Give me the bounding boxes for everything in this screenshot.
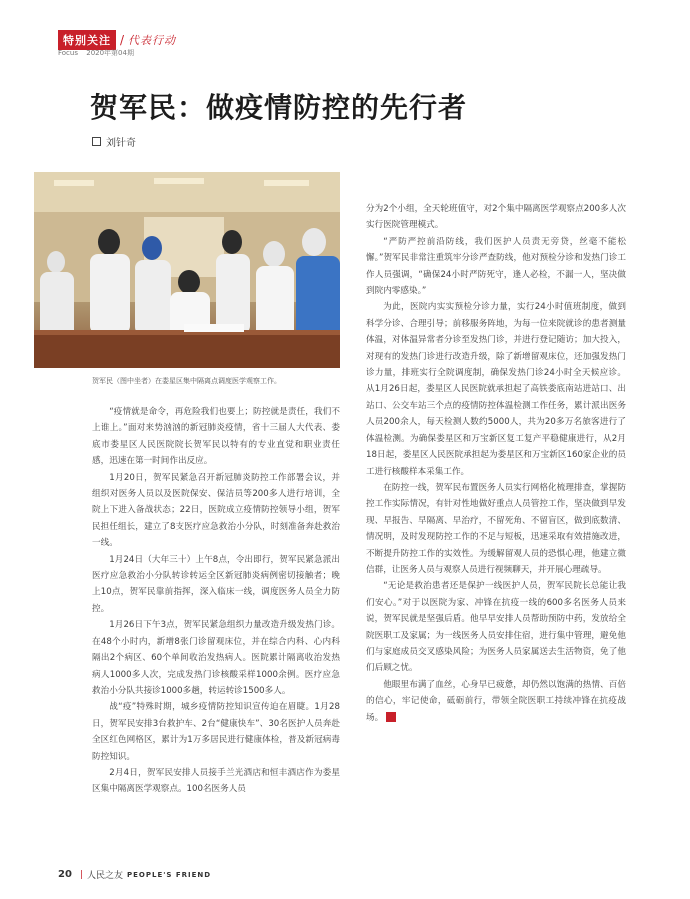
article-title: 贺军民：做疫情防控的先行者 [90,91,468,124]
photo-caption: 贺军民（图中坐者）在娄星区集中隔离点调度医学观察工作。 [92,377,281,385]
page-number: 20 [58,869,72,880]
paragraph: 1月26日下午3点，贺军民紧急组织力量改造升级发热门诊。在48个小时内，新增8张门诊留观床位，并在综合内科、心内科隔出2个病区、60个单间收治发热病人。医院累计隔离收治发热病人1000多人次，完成发热门诊核酸采样1000余例。医疗应急救治小分队共接诊1000多趟，转运转诊1500多人。 [92,620,340,696]
paragraph-final [366,677,626,726]
section-separator: / [120,33,125,47]
paragraph: 为此，医院内实实预检分诊力量，实行24小时值班制度，做到科学分诊、合理引导；前移服务阵地，为每一位来院就诊的患者测量体温，对体温异常者分诊至发热门诊，并进行登记随访；加大投入，对现有的发热门诊进行改造升级，除了新增留观床位，还加强发热门诊力量，排班实行全院调度制，确保发热门诊24小时全天候应诊。从1月26日起，娄星区人民医院就承担起了高铁娄底南站进站口、出站口、公交车站三个点的疫情防控体温检测工作任务，累计派出医务人员200余人，每天检测人数约5000人，共为20多万名旅客进行了体温检测。为确保娄星区和万宝新区复工复产平稳健康进行，从2月18日起，娄星区人民医院承担起为娄星区和万宝新区160家企业的员工进行核酸样本采集工作。 [366,302,626,477]
right-column [366,201,626,726]
page-footer [58,868,211,881]
footer-separator: | [79,869,83,880]
magazine-name-en: PEOPLE'S FRIEND [126,870,212,879]
left-column [92,404,340,798]
byline [92,134,136,149]
magazine-name: 人民之友 [86,871,123,881]
author-name: 刘针奇 [106,138,136,149]
photo-illustration [34,172,340,368]
paragraph: “无论是救治患者还是保护一线医护人员，贺军民院长总能让我们安心。”对于以医院为家、冲锋在抗疫一线的600多名医务人员来说，贺军民就是坚强后盾。他早早安排人员帮助预防中药，发放给全院医职工及家属；为一线医务人员安排住宿，进行集中管理，避免他们与家庭成员交叉感染风险；为医务人员家属送去生活物资，免了他们后顾之忧。 [366,581,626,674]
focus-label: Focus [58,49,78,57]
paragraph: 1月20日，贺军民紧急召开新冠肺炎防控工作部署会议，并组织对医务人员以及医院保安、保洁员等200多人进行培训，全院上下进入备战状态；22日，医院成立疫情防控领导小组，贺军民担任组长，建立了8支医疗应急救治小分队，时刻准备奔赴救治一线。 [92,472,340,549]
paragraph: “严防严控前沿防线，我们医护人员责无旁贷，丝毫不能松懈。”贺军民非常注重筑牢分诊严查防线，他对预检分诊和发热门诊工作人员强调，“确保24小时严防死守，逢人必检，不漏一人，坚决做到院内零感染。” [366,236,626,297]
paragraph: 在防控一线，贺军民布置医务人员实行网格化梳理排查，掌握防控工作实际情况，有针对性地做好重点人员管控工作，坚决做到早发现、早报告、早隔离、早治疗，不留死角、不留盲区，做到底数清、情况明，及时发现防控工作的不足与短板，迅速采取有效措施改进，不断提升防控工作的实效性。为缓解留观人员的恐惧心理，他建立微信群，让医务人员与观察人员进行视频聊天，并开展心理疏导。 [366,482,626,575]
end-mark-icon [386,712,396,722]
issue-number: 2020年第04期 [86,49,134,57]
section-header [58,30,176,50]
issue-line [58,48,140,58]
section-subtitle: 代表行动 [128,34,177,47]
paragraph: 1月24日（大年三十）上午8点，令出即行，贺军民紧急派出医疗应急救治小分队转诊转运全区新冠肺炎病例密切接触者；晚上10点，贺军民靠前指挥，深入临床一线，调度医务人员全力防控。 [92,554,340,614]
paragraph: 战“疫”特殊时期，城乡疫情防控知识宣传迫在眉睫。1月28日，贺军民安排3台救护车、2台“健康快车”、30名医护人员奔赴全区红色网格区，累计为1万多居民进行健康体检，普及新冠病毒防控知识。 [92,702,340,762]
paragraph: 分为2个小组，全天轮班值守，对2个集中隔离医学观察点200多人次实行医院管理模式。 [366,204,626,231]
article-photo [34,172,340,368]
paragraph: 2月4日，贺军民安排人员接手兰光酒店和恒丰酒店作为娄星区集中隔离医学观察点。100名医务人员 [92,767,340,795]
section-tag: 特别关注 [58,30,116,50]
author-box-icon [92,137,101,146]
paragraph: “疫情就是命令，再危险我们也要上；防控就是责任，我们不上谁上。”面对来势汹汹的新冠肺炎疫情，省十三届人大代表、娄底市娄星区人民医院院长贺军民以特有的专业直觉和职业责任感，迅速在第一时间作出反应。 [92,407,340,467]
final-text: 他眼里布满了血丝，心身早已疲惫，却仍然以饱满的热情、百倍的信心，牢记使命，砥砺前行，带领全院医职工持续冲锋在抗疫战场。 [366,679,626,723]
